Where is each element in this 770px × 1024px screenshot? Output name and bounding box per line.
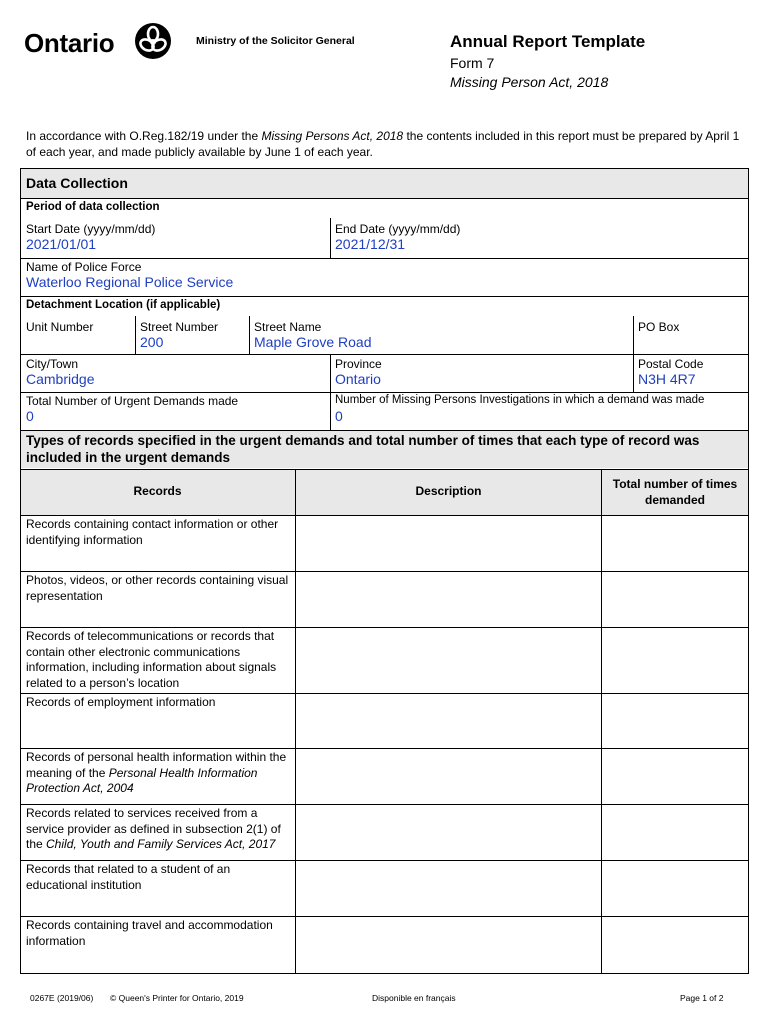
col-records-header: Records bbox=[133, 484, 182, 498]
record-total-field[interactable] bbox=[602, 917, 748, 973]
record-description-field[interactable] bbox=[296, 628, 601, 693]
start-date-label: Start Date (yyyy/mm/dd) bbox=[26, 222, 156, 236]
end-date-field[interactable]: 2021/12/31 bbox=[335, 236, 406, 252]
street-name-label: Street Name bbox=[254, 320, 322, 334]
record-description-field[interactable] bbox=[296, 917, 601, 973]
trillium-logo-icon bbox=[134, 22, 172, 60]
record-type-label: Photos, videos, or other records containing visual representation bbox=[26, 573, 289, 603]
ontario-logo-text: Ontario bbox=[24, 28, 115, 58]
record-type-label: Records of personal health information within the meaning of the Personal Health Information Protection Act, 2004 bbox=[26, 750, 287, 795]
end-date-label: End Date (yyyy/mm/dd) bbox=[335, 222, 461, 236]
french-availability: Disponible en français bbox=[372, 993, 456, 1003]
ministry-name: Ministry of the Solicitor General bbox=[196, 35, 355, 47]
page-number: Page 1 of 2 bbox=[680, 993, 724, 1003]
urgent-demands-field[interactable]: 0 bbox=[26, 408, 34, 424]
record-total-field[interactable] bbox=[602, 694, 748, 748]
record-type-label: Records of telecommunications or records that contain other electronic communications information, including information about signals related to a person’s location bbox=[26, 629, 277, 690]
intro-paragraph: In accordance with O.Reg.182/19 under the Missing Persons Act, 2018 the contents included in this report must be prepared by April 1 of each year, and made publicly available by June 1 of each year. bbox=[26, 129, 740, 159]
record-total-field[interactable] bbox=[602, 805, 748, 860]
detachment-label: Detachment Location (if applicable) bbox=[26, 299, 221, 311]
row-divider bbox=[20, 973, 749, 974]
period-label: Period of data collection bbox=[26, 201, 160, 213]
street-number-label: Street Number bbox=[140, 320, 219, 334]
data-collection-header-bg bbox=[20, 168, 748, 198]
record-total-field[interactable] bbox=[602, 628, 748, 693]
po-box-label: PO Box bbox=[638, 320, 680, 334]
city-label: City/Town bbox=[26, 357, 79, 371]
record-type-label: Records containing travel and accommodation information bbox=[26, 918, 273, 948]
form-code: 0267E (2019/06) bbox=[30, 993, 94, 1003]
record-description-field[interactable] bbox=[296, 861, 601, 916]
record-total-field[interactable] bbox=[602, 749, 748, 804]
record-description-field[interactable] bbox=[296, 805, 601, 860]
act-name: Missing Person Act, 2018 bbox=[450, 74, 609, 90]
record-type-label: Records of employment information bbox=[26, 695, 216, 709]
record-type-label: Records containing contact information or other identifying information bbox=[26, 517, 279, 547]
records-section-heading: Types of records specified in the urgent demands and total number of times that each type of record was included in the urgent demands bbox=[26, 433, 700, 465]
record-description-field[interactable] bbox=[296, 694, 601, 748]
unit-number-label: Unit Number bbox=[26, 320, 94, 334]
record-type-label: Records related to services received from a service provider as defined in subsection 2(1) of the Child, Youth and Family Services Act, 2017 bbox=[26, 806, 281, 851]
postal-code-label: Postal Code bbox=[638, 357, 704, 371]
col-description-header: Description bbox=[415, 484, 482, 498]
record-total-field[interactable] bbox=[602, 572, 748, 627]
record-total-field[interactable] bbox=[602, 861, 748, 916]
city-field[interactable]: Cambridge bbox=[26, 371, 95, 387]
street-name-field[interactable]: Maple Grove Road bbox=[254, 334, 372, 350]
data-collection-heading: Data Collection bbox=[26, 175, 128, 191]
record-description-field[interactable] bbox=[296, 516, 601, 571]
province-field[interactable]: Ontario bbox=[335, 371, 381, 387]
street-number-field[interactable]: 200 bbox=[140, 334, 164, 350]
province-label: Province bbox=[335, 357, 382, 371]
record-description-field[interactable] bbox=[296, 749, 601, 804]
report-title: Annual Report Template bbox=[450, 32, 646, 51]
investigations-label: Number of Missing Persons Investigations in which a demand was made bbox=[335, 394, 705, 406]
postal-code-field[interactable]: N3H 4R7 bbox=[638, 371, 696, 387]
copyright: © Queen's Printer for Ontario, 2019 bbox=[110, 993, 244, 1003]
record-total-field[interactable] bbox=[602, 516, 748, 571]
form-number: Form 7 bbox=[450, 55, 495, 71]
police-force-label: Name of Police Force bbox=[26, 260, 142, 274]
col-total-header: Total number of times demanded bbox=[612, 477, 738, 507]
start-date-field[interactable]: 2021/01/01 bbox=[26, 236, 97, 252]
urgent-demands-label: Total Number of Urgent Demands made bbox=[26, 394, 239, 408]
investigations-field[interactable]: 0 bbox=[335, 408, 343, 424]
record-description-field[interactable] bbox=[296, 572, 601, 627]
police-force-field[interactable]: Waterloo Regional Police Service bbox=[26, 274, 234, 290]
record-type-label: Records that related to a student of an educational institution bbox=[26, 862, 231, 892]
